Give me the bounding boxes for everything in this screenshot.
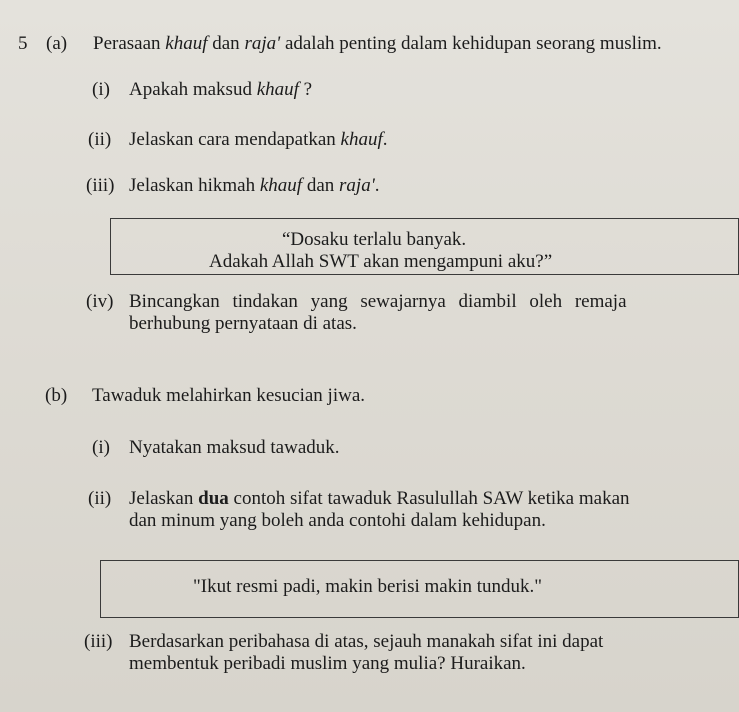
question-b-i-text: Nyatakan maksud tawaduk. xyxy=(129,437,340,458)
part-b-stem: Tawaduk melahirkan kesucian jiwa. xyxy=(92,385,366,406)
quote-a-line-1: “Dosaku terlalu banyak. xyxy=(282,229,467,250)
question-a-iv-line-1: Bincangkan tindakan yang sewajarnya diambil oleh remaja xyxy=(129,291,627,312)
question-a-iv-line-2: berhubung pernyataan di atas. xyxy=(129,313,357,334)
question-b-iii-label: (iii) xyxy=(84,631,113,652)
question-a-ii-label: (ii) xyxy=(88,129,112,150)
question-number: 5 xyxy=(18,33,28,54)
question-a-i-text: Apakah maksud khauf ? xyxy=(129,79,313,100)
quote-b-text: "Ikut resmi padi, makin berisi makin tunduk." xyxy=(193,576,543,597)
part-a-label: (a) xyxy=(46,33,68,54)
question-b-ii-line-2: dan minum yang boleh anda contohi dalam kehidupan. xyxy=(129,510,546,531)
question-b-ii-line-1: Jelaskan dua contoh sifat tawaduk Rasulullah SAW ketika makan xyxy=(129,488,630,509)
part-a-stem: Perasaan khauf dan raja' adalah penting dalam kehidupan seorang muslim. xyxy=(93,33,662,54)
question-a-iii-text: Jelaskan hikmah khauf dan raja'. xyxy=(129,175,380,196)
question-a-iii-label: (iii) xyxy=(86,175,115,196)
quote-a-line-2: Adakah Allah SWT akan mengampuni aku?” xyxy=(209,251,553,272)
question-b-ii-label: (ii) xyxy=(88,488,112,509)
part-b-label: (b) xyxy=(45,385,68,406)
question-b-i-label: (i) xyxy=(92,437,110,458)
question-a-ii-text: Jelaskan cara mendapatkan khauf. xyxy=(129,129,388,150)
question-a-i-label: (i) xyxy=(92,79,110,100)
question-b-iii-line-1: Berdasarkan peribahasa di atas, sejauh manakah sifat ini dapat xyxy=(129,631,604,652)
question-b-iii-line-2: membentuk peribadi muslim yang mulia? Huraikan. xyxy=(129,653,526,674)
question-a-iv-label: (iv) xyxy=(86,291,114,312)
